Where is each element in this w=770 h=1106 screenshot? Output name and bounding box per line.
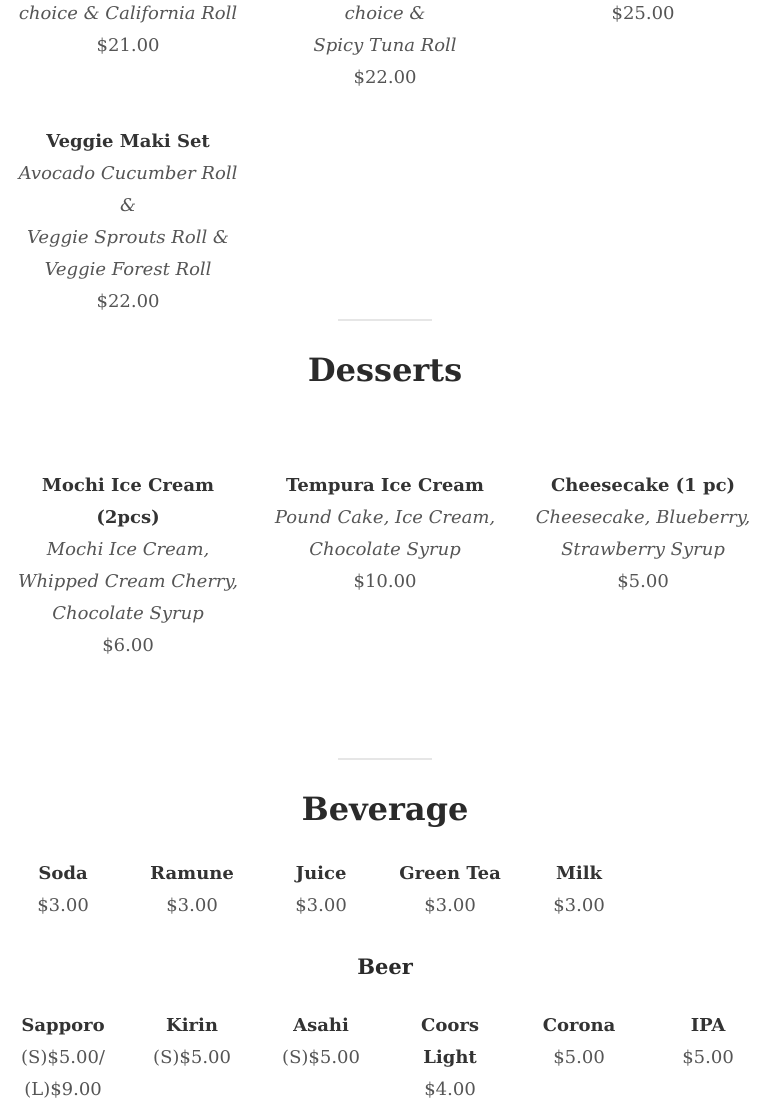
beer-item — [648, 1010, 768, 1074]
item-price: $3.00 — [37, 895, 89, 916]
section-divider — [338, 319, 432, 321]
item-description: Strawberry Syrup — [561, 539, 725, 560]
item-name: IPA — [690, 1015, 726, 1036]
item-name: Kirin — [166, 1015, 218, 1036]
item-description: Chocolate Syrup — [52, 603, 204, 624]
item-name: Corona — [542, 1015, 616, 1036]
item-description: Whipped Cream Cherry, — [17, 571, 239, 592]
item-price: $21.00 — [96, 35, 160, 56]
beer-item — [390, 1010, 510, 1106]
item-name: Light — [423, 1047, 477, 1068]
item-price: (S)$5.00/ — [21, 1047, 105, 1068]
item-price: $25.00 — [611, 3, 675, 24]
item-price: $5.00 — [553, 1047, 605, 1068]
item-name: Soda — [38, 863, 88, 884]
item-price: $5.00 — [682, 1047, 734, 1068]
item-price: $6.00 — [102, 635, 154, 656]
beer-item — [132, 1010, 252, 1074]
item-price: $10.00 — [353, 571, 417, 592]
item-price: (S)$5.00 — [282, 1047, 360, 1068]
item-price: (L)$9.00 — [24, 1079, 102, 1100]
item-price: (S)$5.00 — [153, 1047, 231, 1068]
item-name: Mochi Ice Cream (2pcs) — [41, 475, 215, 528]
beer-item — [261, 1010, 381, 1074]
item-price: $3.00 — [295, 895, 347, 916]
beverage-item — [261, 858, 381, 922]
beverage-item — [132, 858, 252, 922]
item-name: Milk — [555, 863, 603, 884]
menu-item-veggie-maki-set — [8, 126, 248, 318]
item-description: choice & — [344, 3, 426, 24]
item-price: $5.00 — [617, 571, 669, 592]
section-divider — [338, 758, 432, 760]
item-name: Ramune — [150, 863, 234, 884]
item-description: Veggie Sprouts Roll & — [27, 227, 229, 248]
menu-item-top-2 — [265, 0, 505, 94]
item-name: Tempura Ice Cream — [286, 475, 484, 496]
beverage-item — [390, 858, 510, 922]
item-name: Green Tea — [399, 863, 501, 884]
item-price: $3.00 — [166, 895, 218, 916]
beverage-item — [3, 858, 123, 922]
item-price: $4.00 — [424, 1079, 476, 1100]
item-price: $3.00 — [424, 895, 476, 916]
item-description: Spicy Tuna Roll — [313, 35, 457, 56]
beer-item — [519, 1010, 639, 1074]
item-price: $22.00 — [96, 291, 160, 312]
section-title-beverage: Beverage — [301, 790, 469, 828]
item-price: $22.00 — [353, 67, 417, 88]
item-price: $3.00 — [553, 895, 605, 916]
menu-item-top-1 — [8, 0, 248, 62]
beverage-item — [519, 858, 639, 922]
item-description: Pound Cake, Ice Cream, — [274, 507, 496, 528]
beer-item — [3, 1010, 123, 1106]
item-name: Coors — [421, 1015, 479, 1036]
dessert-item — [265, 470, 505, 598]
item-name: Asahi — [293, 1015, 349, 1036]
item-name: Cheesecake (1 pc) — [550, 475, 736, 496]
item-description: Veggie Forest Roll — [44, 259, 212, 280]
item-name: Juice — [295, 863, 347, 884]
item-name: Sapporo — [21, 1015, 105, 1036]
item-description: Chocolate Syrup — [309, 539, 461, 560]
section-title-beer: Beer — [357, 954, 413, 979]
item-description: Avocado Cucumber Roll & — [18, 163, 238, 216]
item-description: Mochi Ice Cream, — [46, 539, 210, 560]
dessert-item — [523, 470, 763, 598]
item-description: Cheesecake, Blueberry, — [535, 507, 751, 528]
section-title-desserts: Desserts — [307, 351, 463, 389]
item-description: choice & California Roll — [18, 3, 238, 24]
item-name: Veggie Maki Set — [46, 131, 210, 152]
menu-item-top-3 — [523, 0, 763, 30]
dessert-item — [8, 470, 248, 662]
